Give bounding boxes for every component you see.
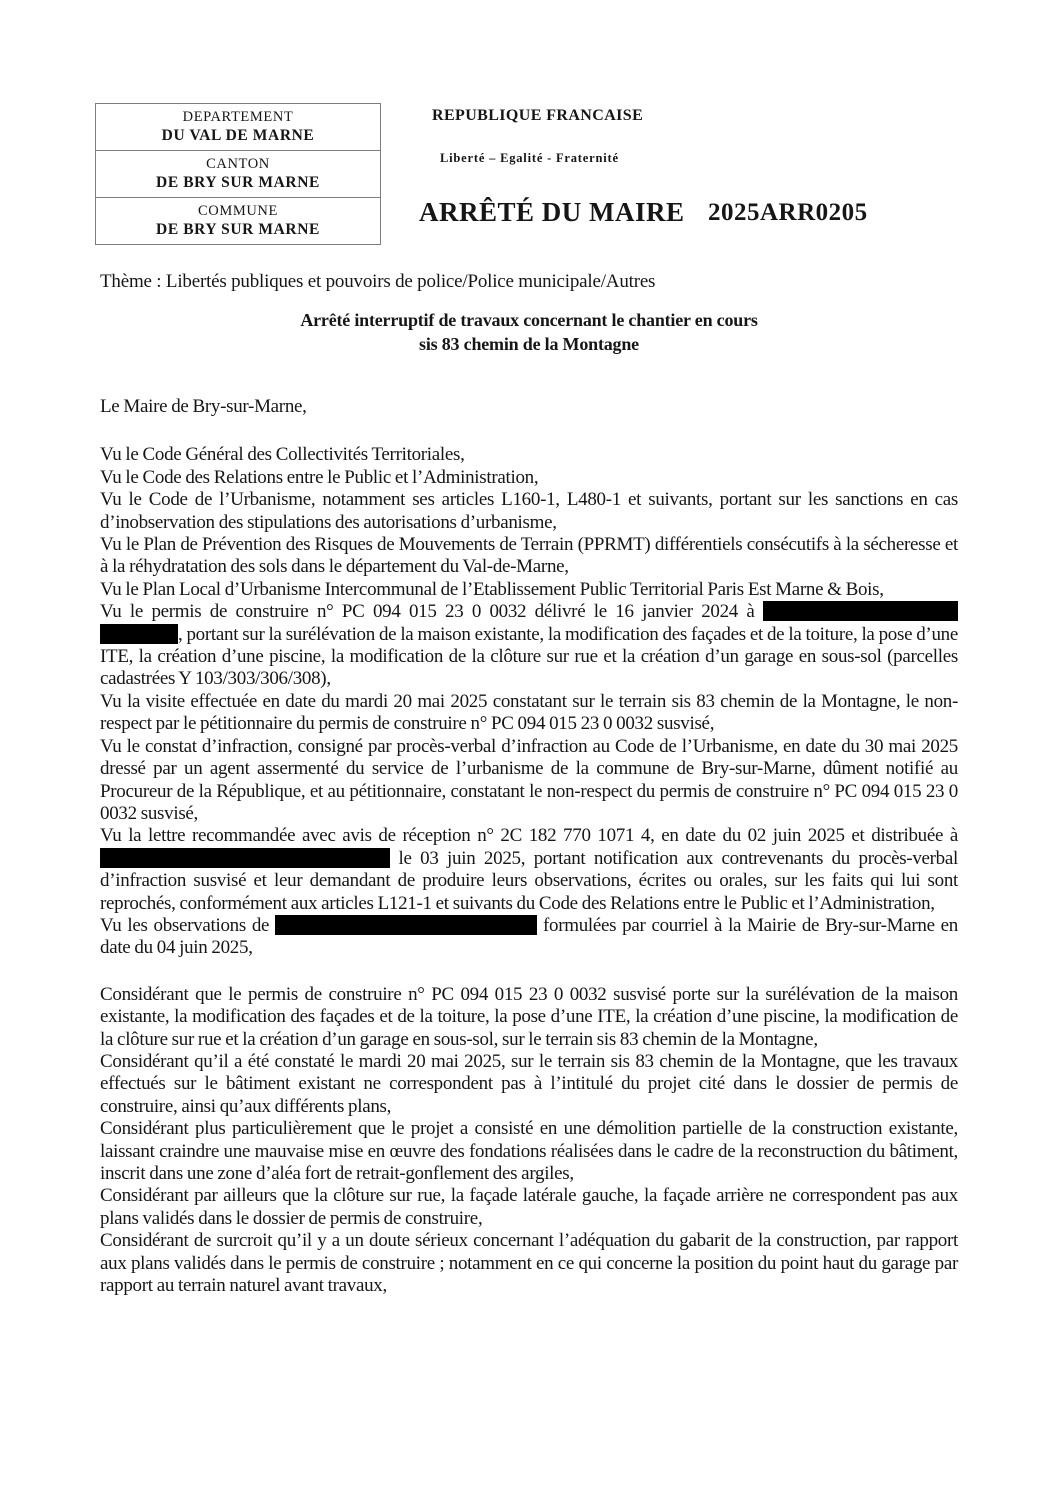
region-value: DU VAL DE MARNE: [161, 127, 315, 145]
subject-line-2: sis 83 chemin de la Montagne: [419, 333, 639, 354]
vu-clause-5: Vu le Plan Local d’Urbanisme Intercommunal de l’Etablissement Public Territorial Paris Est Marne & Bois,: [100, 578, 884, 600]
considerant-clause-4: Considérant par ailleurs que la clôture sur rue, la façade latérale gauche, la façade arrière ne correspondent pas aux plans validés dans le dossier de permis de construire,: [100, 1185, 958, 1229]
republic-heading: REPUBLIQUE FRANCAISE: [432, 107, 644, 124]
redaction-box: [275, 915, 537, 935]
region-value: DE BRY SUR MARNE: [156, 221, 320, 239]
region-table: [95, 103, 381, 245]
decree-title: ARRÊTÉ DU MAIRE: [419, 197, 685, 227]
decree-number: 2025ARR0205: [708, 199, 868, 226]
document-body: [100, 396, 958, 1297]
region-label: CANTON: [206, 156, 270, 173]
motto: Liberté – Egalité - Fraternité: [440, 151, 619, 165]
redaction-box: [100, 624, 178, 644]
vu-clause-8: Vu le constat d’infraction, consigné par procès-verbal d’infraction au Code de l’Urbanisme, en date du 30 mai 2025 dressé par un agent assermenté du service de l’urbanisme de la commune de Bry-sur-Marne, dûment notifié au Procureur de la République, et au pétitionnaire, constatant le non-respect du permis de construire n° PC 094 015 23 0 0032 susvisé,: [100, 735, 958, 824]
considerant-clause-2: Considérant qu’il a été constaté le mardi 20 mai 2025, sur le terrain sis 83 chemin de la Montagne, que les travaux effectués sur le bâtiment existant ne correspondent pas à l’intitulé du projet cité dans le dossier de permis de construire, ainsi qu’aux différents plans,: [100, 1050, 958, 1117]
table-row-canton: [96, 151, 380, 198]
region-label: COMMUNE: [198, 203, 278, 220]
subject-title: [0, 309, 1058, 356]
redaction-box: [100, 848, 390, 868]
vu-clause-3: Vu le Code de l’Urbanisme, notamment ses articles L160-1, L480-1 et suivants, portant sur les sanctions en cas d’inobservation des stipulations des autorisations d’urbanisme,: [100, 489, 958, 533]
considerant-clause-3: Considérant plus particulièrement que le projet a consisté en une démolition partielle de la construction existante, laissant craindre une mauvaise mise en œuvre des fondations réalisées dans le cadre de la reconstruction du bâtiment, inscrit dans une zone d’aléa fort de retrait-gonflement des argiles,: [100, 1118, 958, 1184]
vu-clause-7: Vu la visite effectuée en date du mardi 20 mai 2025 constatant sur le terrain sis 83 chemin de la Montagne, le non-respect par le pétitionnaire du permis de construire n° PC 094 015 23 0 0032 susvisé,: [100, 690, 958, 735]
subject-line-1: Arrêté interruptif de travaux concernant le chantier en cours: [300, 310, 758, 330]
vu-clause-2: Vu le Code des Relations entre le Public et l’Administration,: [100, 466, 539, 488]
vu-clause-6: Vu le permis de construire n° PC 094 015 23 0 0032 délivré le 16 janvier 2024 à , portant sur la surélévation de la maison existante, la modification des façades et de la toiture, la pose d’une ITE, la création d’une piscine, la modification de la clôture sur rue et la création d’un garage en sous-sol (parcelles cadastrées Y 103/303/306/308),: [100, 601, 958, 690]
salutation: Le Maire de Bry-sur-Marne,: [100, 396, 307, 417]
considerant-clause-1: Considérant que le permis de construire n° PC 094 015 23 0 0032 susvisé porte sur la surélévation de la maison existante, la modification des façades et de la toiture, la pose d’une ITE, la création d’une piscine, la modification de la clôture sur rue et la création d’un garage en sous-sol, sur le terrain sis 83 chemin de la Montagne,: [100, 983, 958, 1050]
table-row-departement: [96, 104, 380, 151]
vu-clause-1: Vu le Code Général des Collectivités Territoriales,: [100, 444, 465, 466]
region-label: DEPARTEMENT: [182, 109, 294, 126]
vu-clause-10: Vu les observations de formulées par courriel à la Mairie de Bry-sur-Marne en date du 04 juin 2025,: [100, 914, 958, 959]
considerant-clause-5: Considérant de surcroit qu’il y a un doute sérieux concernant l’adéquation du gabarit de la construction, par rapport aux plans validés dans le permis de construire ; notamment en ce qui concerne la position du point haut du garage par rapport au terrain naturel avant travaux,: [100, 1230, 958, 1297]
vu-clauses: [100, 444, 958, 959]
redaction-box: [763, 601, 958, 621]
theme-line: Thème : Libertés publiques et pouvoirs de police/Police municipale/Autres: [100, 271, 656, 292]
region-value: DE BRY SUR MARNE: [156, 174, 320, 192]
vu-clause-4: Vu le Plan de Prévention des Risques de Mouvements de Terrain (PPRMT) différentiels consécutifs à la sécheresse et à la réhydratation des sols dans le département du Val-de-Marne,: [100, 534, 958, 578]
considerant-clauses: [100, 984, 958, 1298]
table-row-commune: [96, 198, 380, 244]
vu-clause-9: Vu la lettre recommandée avec avis de réception n° 2C 182 770 1071 4, en date du 02 juin 2025 et distribuée à le 03 juin 2025, portant notification aux contrevenants du procès-verbal d’infraction susvisé et leur demandant de produire leurs observations, écrites ou orales, sur les faits qui lui sont reprochés, conformément aux articles L121-1 et suivants du Code des Relations entre le Public et l’Administration,: [100, 825, 958, 914]
